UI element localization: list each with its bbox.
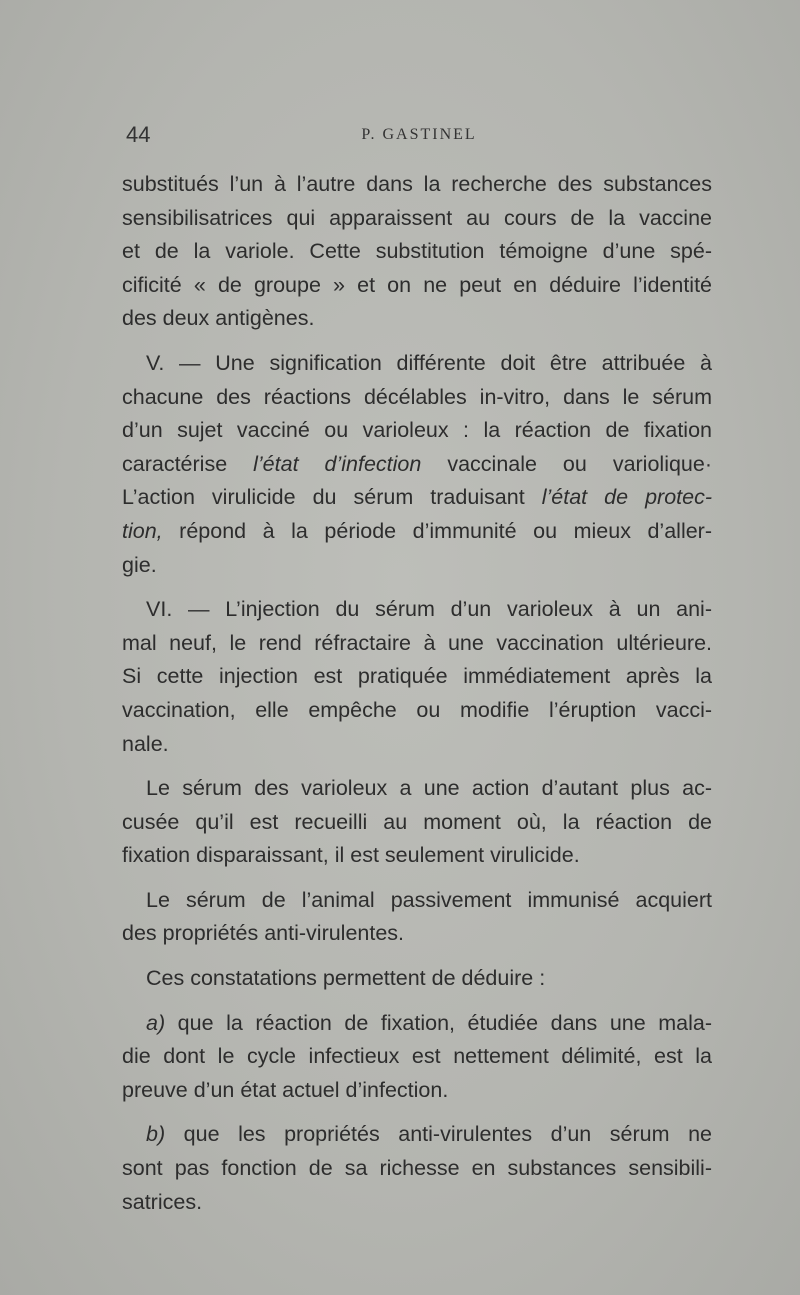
paragraph-7	[122, 1007, 712, 1108]
list-marker: a)	[146, 1010, 166, 1035]
text-line: V. — Une signification différente doit être attribuée à	[146, 350, 712, 375]
text-run: caractérise	[122, 451, 254, 476]
text-line	[122, 515, 712, 549]
text-line	[122, 448, 712, 482]
text-run: répond à la période d’immunité ou mieux d’aller-	[162, 518, 712, 543]
text-line: satrices.	[122, 1189, 203, 1214]
paragraph-6	[122, 962, 712, 996]
text-line: substitués l’un à l’autre dans la recherche des substances	[122, 172, 712, 196]
text-line: preuve d’un état actuel d’infection.	[122, 1077, 449, 1102]
text-run: L’action virulicide du sérum traduisant	[122, 485, 542, 510]
paragraph-5	[122, 884, 712, 951]
text-line: cusée qu’il est recueilli au moment où, la réaction de	[122, 809, 712, 834]
paragraph-8	[122, 1118, 712, 1219]
text-line: Ces constatations permettent de déduire :	[146, 966, 546, 991]
text-line: d’un sujet vacciné ou varioleux : la réaction de fixation	[122, 418, 712, 443]
list-marker: b)	[146, 1122, 166, 1147]
text-line: vaccination, elle empêche ou modifie l’éruption vacci-	[122, 697, 712, 722]
text-line: des propriétés anti-virulentes.	[122, 921, 405, 946]
text-line: sont pas fonction de sa richesse en substances sensibili-	[122, 1156, 712, 1181]
paragraph-1	[122, 168, 712, 336]
text-line: sensibilisatrices qui apparaissent au cours de la vaccine	[122, 205, 712, 230]
text-line: nale.	[122, 731, 169, 756]
text-line: die dont le cycle infectieux est nettement délimité, est la	[122, 1044, 712, 1069]
paragraph-4	[122, 772, 712, 873]
text-line: mal neuf, le rend réfractaire à une vaccination ultérieure.	[122, 630, 712, 655]
page-number: 44	[126, 122, 151, 147]
text-line: chacune des réactions décélables in-vitro, dans le sérum	[122, 384, 712, 409]
paragraph-3	[122, 593, 712, 761]
text-line: Si cette injection est pratiquée immédiatement après la	[122, 664, 712, 689]
running-head: P. GASTINEL	[361, 126, 477, 143]
text-line: fixation disparaissant, il est seulement virulicide.	[122, 843, 580, 868]
text-run	[299, 452, 325, 476]
italic-text: l’état de protec-	[541, 485, 712, 510]
text-line: et de la variole. Cette substitution témoigne d’une spé-	[122, 239, 712, 264]
paragraph-2	[122, 347, 712, 582]
text-line	[122, 481, 712, 515]
italic-text: l’état	[253, 451, 299, 476]
text-run: vaccinale ou variolique·	[421, 451, 713, 476]
text-line: des deux antigènes.	[122, 306, 315, 331]
page-header	[124, 122, 714, 152]
body-text	[122, 168, 712, 1219]
text-line: Le sérum des varioleux a une action d’autant plus ac-	[146, 776, 712, 801]
text-line: VI. — L’injection du sérum d’un varioleux à un ani-	[146, 597, 712, 622]
italic-text: tion,	[122, 518, 163, 543]
text-line: gie.	[122, 552, 157, 577]
text-line	[122, 1007, 712, 1041]
text-run: que les propriétés anti-virulentes d’un sérum ne	[165, 1122, 712, 1147]
text-line	[122, 1118, 712, 1152]
text-run: que la réaction de fixation, étudiée dans une mala-	[165, 1010, 712, 1035]
italic-text: d’infection	[324, 451, 422, 476]
text-line: Le sérum de l’animal passivement immunisé acquiert	[146, 887, 712, 912]
text-line: cificité « de groupe » et on ne peut en déduire l’identité	[122, 272, 712, 297]
